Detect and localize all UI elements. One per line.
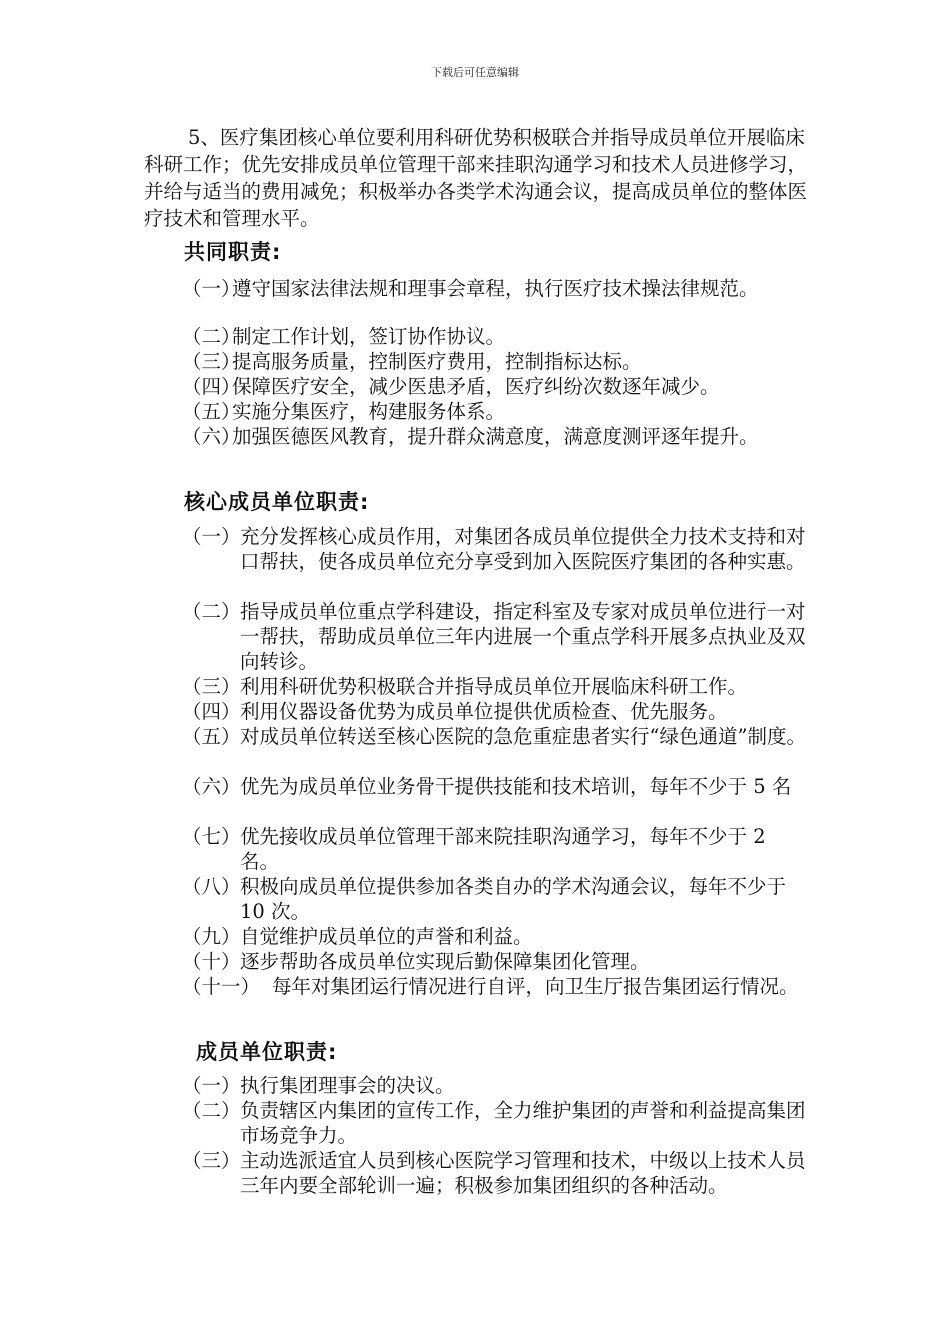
item-text: 自觉维护成员单位的声誉和利益。 <box>240 925 533 948</box>
item-number: （四） <box>182 375 241 398</box>
intro-paragraph: 5、医疗集团核心单位要利用科研优势积极联合并指导成员单位开展临床科研工作；优先安排成员单位管理干部来挂职沟通学习和技术人员进修学习，并给与适当的费用减免；积极举办各类学术沟通会议，提高成员单位的整体医疗技术和管理水平。 <box>144 126 808 230</box>
item-text: 优先为成员单位业务骨干提供技能和技术培训，每年不少于 5 名 <box>240 775 792 798</box>
item-number: （八） <box>182 875 241 898</box>
item-text: 每年对集团运行情况进行自评，向卫生厅报告集团运行情况。 <box>272 975 799 998</box>
item-number: （五） <box>182 400 241 423</box>
item-number: （十一） <box>182 975 261 998</box>
item-number: （二） <box>182 1099 241 1122</box>
item-text: 遵守国家法律法规和理事会章程，执行医疗技术操法律规范。 <box>232 277 759 300</box>
item-text: 制定工作计划，签订协作协议。 <box>232 325 506 348</box>
item-text: 负责辖区内集团的宣传工作，全力维护集团的声誉和利益提高集团市场竞争力。 <box>240 1099 806 1147</box>
item-number: （三） <box>182 1149 241 1172</box>
item-number: （二） <box>182 600 241 623</box>
item-text: 对成员单位转送至核心医院的急危重症患者实行“绿色通道”制度。 <box>240 725 806 748</box>
item-number: （二） <box>182 325 241 348</box>
item-number: （一） <box>182 525 241 548</box>
item-text: 积极向成员单位提供参加各类自办的学术沟通会议，每年不少于 10 次。 <box>240 875 787 923</box>
item-number: （六） <box>182 775 241 798</box>
item-text: 利用科研优势积极联合并指导成员单位开展临床科研工作。 <box>240 675 748 698</box>
item-number: （三） <box>182 350 241 373</box>
item-number: （五） <box>182 725 241 748</box>
item-text: 充分发挥核心成员作用，对集团各成员单位提供全力技术支持和对口帮扶，使各成员单位充分享受到加入医院医疗集团的各种实惠。 <box>240 525 806 573</box>
item-number: （四） <box>182 700 241 723</box>
item-text: 加强医德医风教育，提升群众满意度，满意度测评逐年提升。 <box>232 425 759 448</box>
item-number: （九） <box>182 925 241 948</box>
item-number: （三） <box>182 675 241 698</box>
item-text: 逐步帮助各成员单位实现后勤保障集团化管理。 <box>240 950 650 973</box>
item-number: （七） <box>182 825 241 848</box>
core-member-duties-heading: 核心成员单位职责: <box>184 490 370 514</box>
item-text: 提高服务质量，控制医疗费用，控制指标达标。 <box>232 350 642 373</box>
header-note: 下载后可任意编辑 <box>431 66 519 79</box>
item-number: （十） <box>182 950 241 973</box>
item-text: 指导成员单位重点学科建设，指定科室及专家对成员单位进行一对一帮扶，帮助成员单位三年内进展一个重点学科开展多点执业及双向转诊。 <box>240 600 806 673</box>
item-text: 执行集团理事会的决议。 <box>240 1074 455 1097</box>
item-number: （一） <box>182 277 241 300</box>
item-text: 实施分集医疗，构建服务体系。 <box>232 400 506 423</box>
item-text: 优先接收成员单位管理干部来院挂职沟通学习，每年不少于 2 名。 <box>240 825 766 873</box>
common-duties-heading: 共同职责: <box>184 240 282 264</box>
item-number: （六） <box>182 425 241 448</box>
member-duties-heading: 成员单位职责: <box>196 1040 338 1064</box>
item-text: 主动选派适宜人员到核心医院学习管理和技术，中级以上技术人员三年内要全部轮训一遍；积极参加集团组织的各种活动。 <box>240 1149 806 1197</box>
item-number: （一） <box>182 1074 241 1097</box>
item-text: 保障医疗安全，减少医患矛盾，医疗纠纷次数逐年减少。 <box>232 375 720 398</box>
item-text: 利用仪器设备优势为成员单位提供优质检查、优先服务。 <box>240 700 728 723</box>
